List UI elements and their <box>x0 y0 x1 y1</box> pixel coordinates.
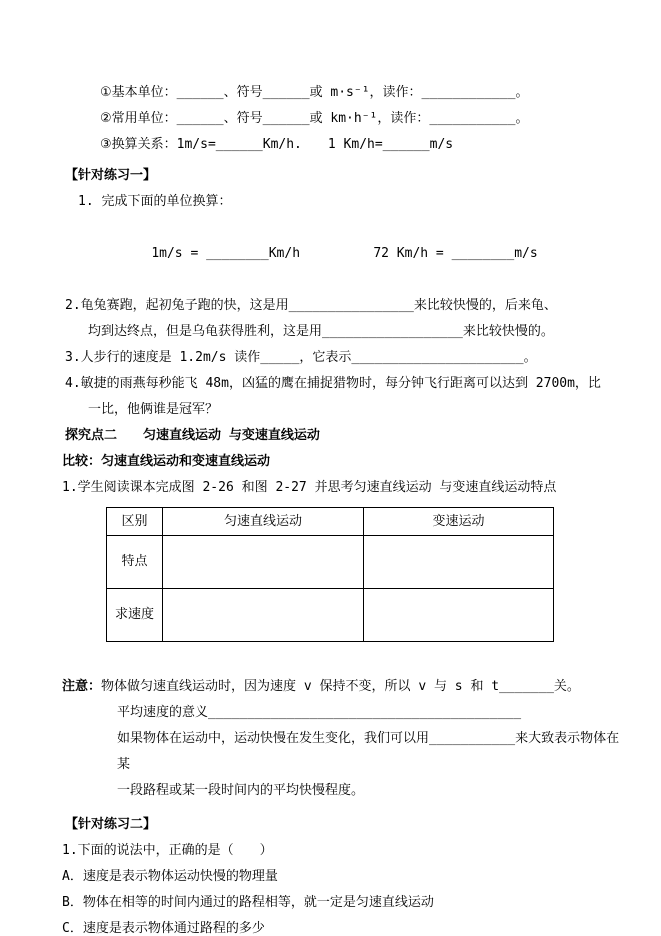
table-header-cell: 区别 <box>107 508 163 536</box>
table-cell <box>364 589 554 642</box>
topic2-heading: 探究点二 匀速直线运动 与变速直线运动 <box>65 428 320 443</box>
practice1-q2-line2: 均到达终点，但是乌龟获得胜利，这是用__________________来比较快慢的。 <box>88 324 554 339</box>
table-row <box>107 536 554 589</box>
note-label: 注意： <box>62 679 102 694</box>
table-cell <box>364 536 554 589</box>
note-line4: 一段路程或某一段时间内的平均快慢程度。 <box>117 783 365 798</box>
table-header-cell: 匀速直线运动 <box>163 508 364 536</box>
topic2-reading: 1.学生阅读课本完成图 2-26 和图 2-27 并思考匀速直线运动 与变速直线运动特点 <box>62 480 557 495</box>
unit-basic-line: ①基本单位：______、符号______或 m·s⁻¹，读作：____________。 <box>100 85 529 100</box>
practice1-q1-row <box>120 215 625 293</box>
note-line1 <box>62 674 625 700</box>
practice2-q1: 1.下面的说法中，正确的是（ ） <box>62 843 273 858</box>
practice2-option-b: B．物体在相等的时间内通过的路程相等，就一定是匀速直线运动 <box>62 895 434 910</box>
unit-common-line: ②常用单位：______、符号______或 km·h⁻¹，读作：___________。 <box>100 111 529 126</box>
table-row <box>107 589 554 642</box>
table-row-label: 求速度 <box>107 589 163 642</box>
table-header-row <box>107 508 554 536</box>
note-line1-text: 物体做匀速直线运动时，因为速度 v 保持不变，所以 v 与 s 和 t_______关。 <box>101 679 580 694</box>
note-line3: 如果物体在运动中，运动快慢在发生变化，我们可以用___________来大致表示物体在某 <box>117 731 620 772</box>
practice1-q2-line1: 2.龟兔赛跑，起初兔子跑的快，这是用________________来比较快慢的，后来龟、 <box>65 298 557 313</box>
practice2-option-a: A．速度是表示物体运动快慢的物理量 <box>62 869 278 884</box>
practice2-option-c: C．速度是表示物体通过路程的多少 <box>62 921 265 936</box>
topic2-compare: 比较：匀速直线运动和变速直线运动 <box>62 454 271 469</box>
practice1-q4-line1: 4.敏捷的雨燕每秒能飞 48m，凶猛的鹰在捕捉猎物时，每分钟飞行距离可以达到 2700m，比 <box>65 376 601 391</box>
practice1-q1-label: 1. 完成下面的单位换算： <box>78 194 232 209</box>
table-cell <box>163 536 364 589</box>
table-header-cell: 变速运动 <box>364 508 554 536</box>
table-row-label: 特点 <box>107 536 163 589</box>
practice1-q1-left: 1m/s = ________Km/h <box>151 246 301 261</box>
note-line2: 平均速度的意义________________________________________ <box>117 705 522 720</box>
practice1-q4-line2: 一比，他俩谁是冠军？ <box>88 402 219 417</box>
practice2-title: 【针对练习二】 <box>65 817 157 832</box>
practice1-q3: 3.人步行的速度是 1.2m/s 读作_____，它表示______________________。 <box>65 350 537 365</box>
practice1-q1-right: 72 Km/h = ________m/s <box>373 246 538 261</box>
practice1-title: 【针对练习一】 <box>65 168 157 183</box>
comparison-table <box>106 507 554 642</box>
table-cell <box>163 589 364 642</box>
unit-convert-line: ③换算关系：1m/s=______Km/h. 1 Km/h=______m/s <box>100 137 454 152</box>
